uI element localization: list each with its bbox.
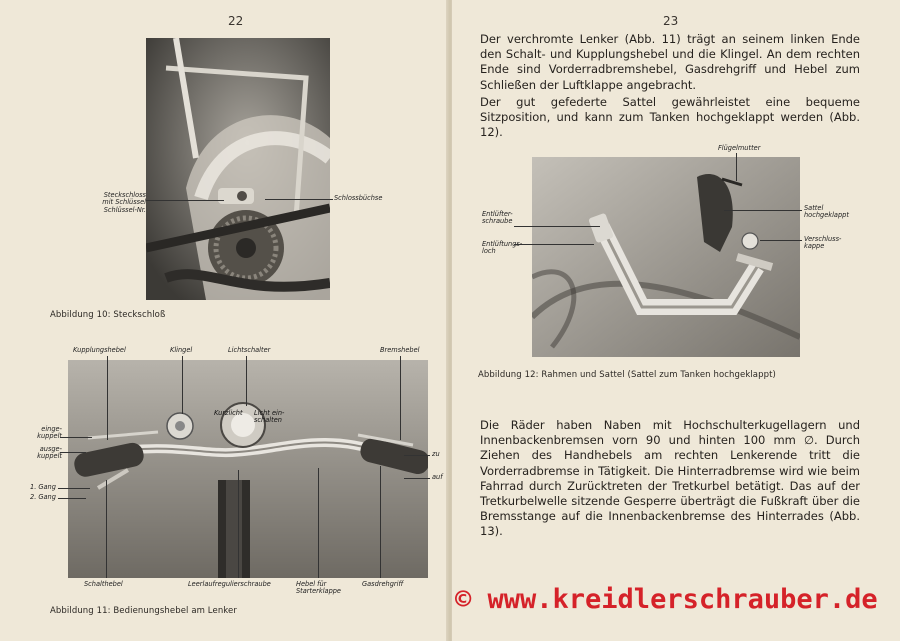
label-entlueftungsschraube: Entlüfter-schraube <box>482 210 513 226</box>
label-sattel: Sattel hochgeklappt <box>804 204 849 220</box>
label-bremshebel: Bremshebel <box>380 346 420 354</box>
label-lichtschalter: Lichtschalter <box>228 346 271 354</box>
label-leerlauf: Leerlaufregulierschraube <box>188 580 271 588</box>
label-gang-2: 2. Gang <box>30 493 56 501</box>
label-entlueftungsloch: Entlüftungs-loch <box>482 240 523 256</box>
left-page <box>0 0 448 641</box>
label-steckschloss: Steckschloss mit Schlüssel Schlüssel-Nr. <box>102 191 146 214</box>
page-number-right: 23 <box>663 14 679 28</box>
handlebar-illustration <box>68 360 428 578</box>
page-number-left: 22 <box>228 14 244 28</box>
leader-line <box>58 498 86 499</box>
label-gang-1: 1. Gang <box>30 483 56 491</box>
figure-11-caption: Abbildung 11: Bedienungshebel am Lenker <box>50 606 237 616</box>
leader-line <box>246 356 247 406</box>
paragraph-sattel: Der gut gefederte Sattel gewährleistet eine bequeme Sitzposition, und kann zum Tanken hochgeklappt werden (Abb. 12). <box>480 95 860 140</box>
leader-line <box>404 478 430 479</box>
label-starterklappe: Hebel für Starterklappe <box>296 580 341 596</box>
leader-line <box>760 240 802 241</box>
label-klingel: Klingel <box>170 346 193 354</box>
leader-line <box>514 226 600 227</box>
label-licht-ein: Licht ein-schalten <box>254 409 285 425</box>
label-kupplungshebel: Kupplungshebel <box>73 346 126 354</box>
leader-line <box>265 199 333 200</box>
leader-line <box>724 210 802 211</box>
label-zu: zu <box>432 450 440 458</box>
figure-10-photo <box>146 38 330 300</box>
lock-illustration <box>146 38 330 300</box>
leader-line <box>60 452 86 453</box>
label-auf: auf <box>432 473 443 481</box>
leader-line <box>404 455 430 456</box>
label-eingekuppelt: einge-kuppelt <box>37 425 62 441</box>
leader-line <box>380 466 381 578</box>
leader-line <box>182 356 183 414</box>
leader-line <box>146 200 224 201</box>
leader-line <box>60 437 92 438</box>
watermark: © www.kreidlerschrauber.de <box>455 584 878 615</box>
figure-12-caption: Abbildung 12: Rahmen und Sattel (Sattel zum Tanken hochgeklappt) <box>478 370 776 380</box>
label-kurzlicht: Kurzlicht <box>214 409 243 417</box>
leader-line <box>736 153 737 181</box>
paragraph-lenker: Der verchromte Lenker (Abb. 11) trägt an seinem linken Ende den Schalt- und Kupplungshebel und die Klingel. An dem rechten Ende sind Vorderradbremshebel, Gasdrehgriff und Hebel zum Schließen der Luftklappe angebracht. <box>480 32 860 92</box>
label-verschlusskappe: Verschluss-kappe <box>804 235 842 251</box>
leader-line <box>514 244 594 245</box>
leader-line <box>106 480 107 578</box>
label-gasdrehgriff: Gasdrehgriff <box>362 580 404 588</box>
label-schalthebel: Schalthebel <box>84 580 123 588</box>
figure-11-photo <box>68 360 428 578</box>
leader-line <box>400 356 401 440</box>
frame-saddle-illustration <box>532 157 800 357</box>
label-ausgekuppelt: ausge-kuppelt <box>37 445 62 461</box>
leader-line <box>58 488 90 489</box>
leader-line <box>318 468 319 578</box>
paragraph-raeder: Die Räder haben Naben mit Hochschulterkugellagern und Innenbackenbremsen vorn 90 und hinten 100 mm ∅. Durch Ziehen des Handhebels am rechten Lenkerende tritt die Vorderradbremse in Tätigkeit. Die Hinterradbremse wird wie beim Fahrrad durch Zurücktreten der Tretkurbel betätigt. Das auf der Tretkurbelwelle sitzende Gesperre überträgt die Fußkraft über die Bremsstange auf die Innenbackenbremse des Hinterrades (Abb. 13). <box>480 418 860 539</box>
figure-12-photo <box>532 157 800 357</box>
right-page <box>452 0 900 641</box>
label-fluegelmutter: Flügelmutter <box>718 144 761 152</box>
leader-line <box>107 356 108 440</box>
figure-10-caption: Abbildung 10: Steckschloß <box>50 310 166 320</box>
leader-line <box>238 470 239 578</box>
label-schlossbuchse: Schlossbüchse <box>334 194 383 202</box>
